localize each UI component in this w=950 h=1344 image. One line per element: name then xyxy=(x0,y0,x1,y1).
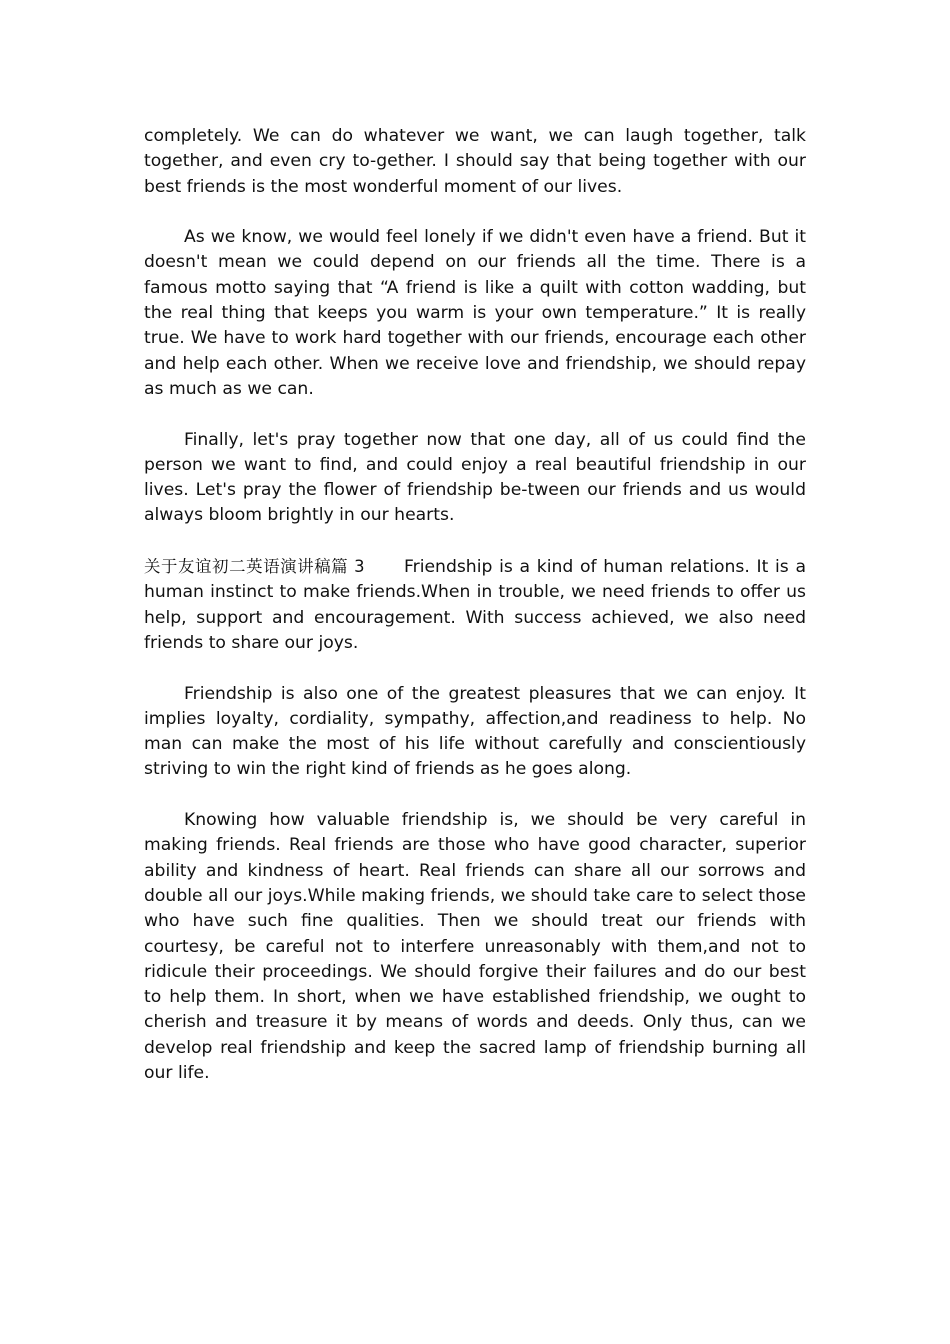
paragraph-4-text: Friendship is a kind of human relations. It is a human instinct to make friends.When in trouble, we need friends to offer us help, support and encouragement. With success achieved, we also need friends to share our joys. xyxy=(144,557,806,653)
document-body xyxy=(144,124,806,1112)
paragraph-3: Finally, let's pray together now that one day, all of us could find the person we want to find, and could enjoy a real beautiful friendship in our lives. Let's pray the flower of friendship be-tween our friends and us would always bloom brightly in our hearts. xyxy=(144,429,806,526)
paragraph-6: Knowing how valuable friendship is, we should be very careful in making friends. Real friends are those who have good character, superior ability and kindness of heart. Real friends can share all our sorrows and double all our joys.While making friends, we should take care to select those who have such fine qualities. Then we should treat our friends with courtesy, be careful not to interfere unreasonably with them,and not to ridicule their proceedings. We should forgive their failures and do our best to help them. In short, when we have established friendship, we ought to cherish and treasure it by means of words and deeds. Only thus, can we develop real friendship and keep the sacred lamp of friendship burning all our life. xyxy=(144,810,806,1083)
paragraph-1: completely. We can do whatever we want, we can laugh together, talk together, and even cry to-gether. I should say that being together with our best friends is the most wonderful moment of our lives. xyxy=(144,126,806,197)
paragraph-5: Friendship is also one of the greatest pleasures that we can enjoy. It implies loyalty, cordiality, sympathy, affection,and readiness to help. No man can make the most of his life without carefully and conscientiously striving to win the right kind of friends as he goes along. xyxy=(144,683,806,780)
paragraph-4 xyxy=(144,554,806,656)
section-heading: 关于友谊初二英语演讲稿篇 3 xyxy=(144,557,364,577)
paragraph-2: As we know, we would feel lonely if we didn't even have a friend. But it doesn't mean we could depend on our friends all the time. There is a famous motto saying that “A friend is like a quilt with cotton wadding, but the real thing that keeps you warm is your own temperature.” It is really true. We have to work hard together with our friends, encourage each other and help each other. When we receive love and friendship, we should repay as much as we can. xyxy=(144,227,806,399)
